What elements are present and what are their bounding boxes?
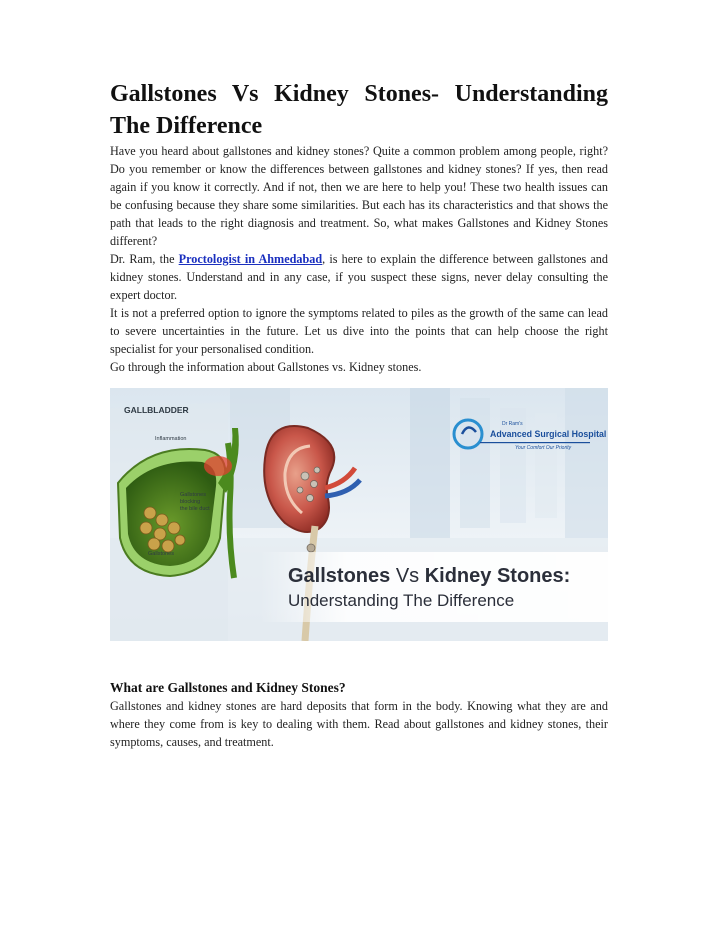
section-body: Gallstones and kidney stones are hard deposits that form in the body. Knowing what they are and where they come from is key to dealing with them. Read about gallstones and kidney stones, their symptoms, causes, and treatment.	[110, 699, 608, 749]
logo-name: Advanced Surgical Hospital	[490, 429, 607, 439]
doctor-paragraph-prefix: Dr. Ram, the	[110, 252, 179, 266]
doctor-paragraph	[110, 250, 608, 304]
article-banner-image	[110, 388, 608, 641]
banner-headline-line2: Understanding The Difference	[288, 591, 515, 610]
logo-tagline: Your Comfort Our Priority	[515, 445, 572, 451]
blocking-label-line3: the bile duct	[180, 506, 210, 512]
inflammation-label: Inflammation	[155, 436, 187, 442]
section-heading: What are Gallstones and Kidney Stones?	[110, 680, 346, 695]
gallstones-label: Gallstones	[148, 551, 174, 557]
blocking-label-line1: Gallstones	[180, 492, 206, 498]
gallbladder-label: GALLBLADDER	[124, 405, 189, 415]
headline-strip	[260, 552, 608, 622]
doctor-paragraph-suffix: , is here to explain the difference between gallstones and kidney stones. Understand and in any case, if you suspect these signs, never delay consulting the expert doctor.	[110, 252, 608, 302]
inflammation-marker	[204, 456, 232, 476]
proctologist-link[interactable]: Proctologist in Ahmedabad	[178, 252, 323, 266]
logo-subtitle: Dr Ram's	[502, 421, 523, 427]
blocking-label-line2: blocking	[180, 499, 201, 505]
banner-headline-line1: Gallstones Vs Kidney Stones:	[288, 565, 571, 587]
go-through-paragraph: Go through the information about Gallstones vs. Kidney stones.	[110, 360, 422, 374]
banner-illustration	[110, 388, 608, 641]
page-title: Gallstones Vs Kidney Stones- Understanding The Difference	[110, 81, 608, 139]
intro-paragraph: Have you heard about gallstones and kidney stones? Quite a common problem among people, right? Do you remember or know the differences between gallstones and kidney stones? If yes, then read again if you know it correctly. And if not, then we are here to help you! These two health issues can be confusing because they share some similarities. But each has its characteristics and that shows the path that leads to the right diagnosis and treatment. So, what makes Gallstones and Kidney Stones different?	[110, 144, 608, 248]
article-content	[110, 78, 608, 751]
symptoms-paragraph: It is not a preferred option to ignore the symptoms related to piles as the growth of the same can lead to severe uncertainties in the future. Let us dive into the points that can help choose the right specialist for your personalised condition.	[110, 306, 608, 356]
